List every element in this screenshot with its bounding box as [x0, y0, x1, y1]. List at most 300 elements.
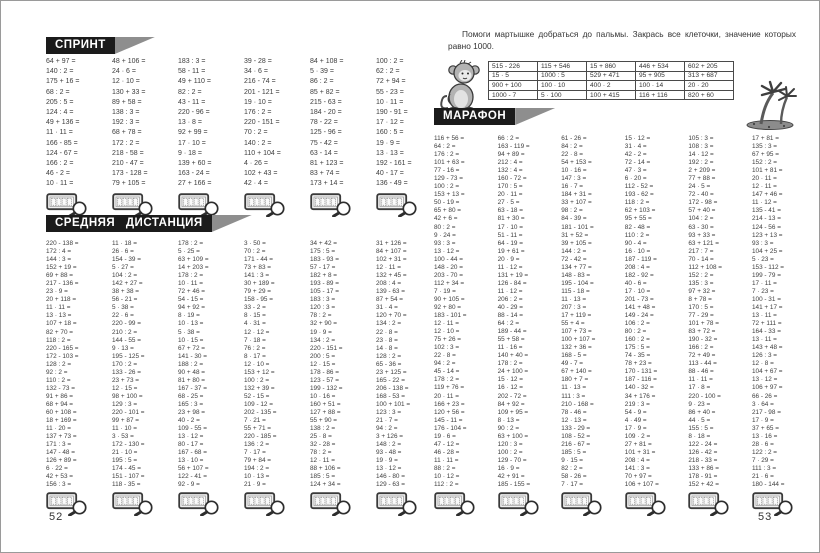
expression: 106 : 2 = [624, 320, 650, 328]
expression: 49 - 7 = [561, 360, 584, 368]
expression: 104 : 2 = [112, 272, 138, 280]
expression-list [376, 57, 412, 190]
table-cell[interactable]: 820 + 60 [685, 90, 734, 100]
expression: 141 : 3 = [624, 464, 650, 472]
expression: 187 - 116 = [624, 376, 657, 384]
expression: 13 · 10 = [178, 457, 204, 465]
expression: 140 : 2 = [244, 139, 272, 147]
expression: 72 - 40 = [688, 191, 714, 199]
expression: 87 + 54 = [376, 296, 404, 304]
expression: 23 · 8 = [376, 336, 398, 344]
expression: 21 · 6 = [751, 472, 774, 480]
section-title: МАРАФОН [434, 108, 515, 125]
expression-list [244, 57, 281, 190]
expression: 10 · 15 = [178, 336, 204, 344]
table-cell[interactable]: 529 + 471 [587, 71, 636, 81]
expression: 153 - 112 = [751, 263, 785, 271]
expression: 129 - 63 = [376, 481, 405, 489]
expression: 90 : 2 = [497, 424, 520, 432]
expression: 15 · 12 = [624, 135, 651, 142]
expression: 32 - 28 = [310, 441, 336, 449]
expression: 93 : 3 = [751, 239, 774, 247]
expression: 18 + 169 = [46, 417, 77, 425]
expression: 5 · 23 = [751, 255, 774, 263]
expression: 133 + 86 = [688, 464, 719, 472]
expression: 3 + 126 = [376, 433, 404, 441]
expression: 75 + 26 = [434, 336, 462, 344]
expression: 120 + 70 = [376, 312, 407, 320]
expression: 5 · 27 = [112, 264, 134, 272]
table-cell[interactable]: 115 + 546 [538, 62, 587, 72]
expression: 181 - 101 = [561, 223, 594, 231]
expression: 116 + 56 = [434, 135, 465, 142]
expression: 17 + 119 = [561, 312, 592, 320]
expression: 72 - 42 = [561, 255, 587, 263]
expression: 215 - 63 = [310, 98, 342, 106]
answer-box-magnifier-icon[interactable] [688, 492, 732, 516]
answer-box-magnifier-icon[interactable] [178, 492, 222, 516]
expression: 26 · 6 = [112, 248, 134, 256]
expression: 189 - 44 = [497, 328, 527, 336]
expression: 166 + 23 = [434, 400, 465, 408]
answer-box-magnifier-icon[interactable] [434, 492, 478, 516]
expression: 126 - 84 = [497, 279, 527, 287]
expression: 84 : 2 = [561, 143, 583, 151]
expression: 208 : 4 = [624, 263, 650, 271]
answer-box-magnifier-icon[interactable] [112, 193, 156, 217]
palm-trees-illustration [740, 80, 797, 130]
expression: 76 : 2 = [244, 344, 266, 352]
expression: 149 - 24 = [624, 312, 654, 320]
answer-box-magnifier-icon[interactable] [310, 492, 354, 516]
expression: 202 - 135 = [244, 408, 277, 416]
expression: 141 - 30 = [178, 352, 207, 360]
expression: 20 · 11 = [751, 175, 777, 183]
expression: 77 + 88 = [688, 175, 716, 183]
table-row [489, 71, 734, 81]
expression: 203 - 70 = [434, 271, 463, 279]
expression: 13 · 12 = [434, 247, 460, 255]
expression: 17 · 9 = [624, 424, 647, 432]
expression: 141 : 3 = [244, 272, 270, 280]
expression: 185 : 5 = [561, 448, 587, 456]
expression: 78 : 2 = [310, 312, 332, 320]
expression: 12 · 10 = [244, 360, 270, 368]
answer-box-magnifier-icon[interactable] [376, 492, 420, 516]
expression: 63 + 109 = [178, 256, 209, 264]
expression: 9 · 24 = [434, 231, 456, 239]
expression: 190 - 91 = [376, 109, 408, 117]
expression: 11 · 20 = [46, 425, 71, 433]
expression: 132 + 36 = [561, 344, 592, 352]
expression: 77 - 16 = [434, 167, 460, 175]
expression: 63 - 30 = [688, 223, 714, 231]
expression: 79 + 105 = [112, 180, 146, 188]
expression: 70 - 14 = [688, 255, 714, 263]
expression: 92 + 80 = [434, 303, 462, 311]
expression-list [625, 135, 659, 489]
expression: 140 + 40 = [497, 352, 529, 360]
exercise-column [310, 240, 354, 516]
table-cell[interactable]: 446 + 534 [636, 62, 685, 72]
expression: 17 · 8 = [688, 384, 711, 392]
expression: 24 · 5 = [688, 183, 711, 191]
middle-distance-grid [46, 240, 420, 516]
expression: 9 · 18 = [178, 149, 202, 157]
expression-list [178, 57, 211, 190]
expression: 124 : 4 = [46, 109, 74, 117]
expression-list [434, 135, 467, 489]
expression: 72 + 49 = [688, 352, 716, 360]
expression: 160 : 2 = [624, 336, 650, 344]
expression: 22 · 8 = [434, 352, 456, 360]
table-cell[interactable]: 400 · 2 [587, 81, 636, 91]
expression: 4 · 26 = [244, 160, 268, 168]
expression: 12 · 11 = [310, 457, 335, 465]
expression: 23 · 9 = [46, 288, 68, 296]
expression: 31 + 52 = [561, 231, 589, 239]
expression: 156 : 3 = [46, 481, 72, 489]
expression: 174 - 45 = [112, 465, 141, 473]
expression: 12 · 8 = [751, 360, 774, 368]
expression: 113 - 44 = [688, 360, 717, 368]
expression: 81 + 123 = [310, 160, 344, 168]
expression: 81 + 30 = [497, 215, 525, 223]
expression: 101 + 31 = [624, 448, 656, 456]
answer-box-magnifier-icon[interactable] [46, 193, 90, 217]
expression: 144 : 2 = [561, 247, 587, 255]
expression: 10 · 11 = [178, 280, 203, 288]
expression-list [46, 240, 79, 489]
expression: 10 · 13 = [244, 473, 270, 481]
expression: 171 - 44 = [244, 256, 273, 264]
expression: 175 : 5 = [310, 248, 336, 256]
expression: 125 - 96 = [310, 129, 342, 137]
expression: 65 - 36 = [376, 360, 402, 368]
expression: 42 - 2 = [624, 151, 647, 159]
expression: 217 - 136 = [46, 280, 79, 288]
exercise-column [498, 135, 542, 516]
expression: 135 : 3 = [688, 279, 714, 287]
expression: 9 · 15 = [561, 456, 584, 464]
marathon-grid [434, 135, 796, 516]
expression: 92 + 99 = [178, 129, 208, 137]
table-cell[interactable]: 515 - 226 [489, 62, 538, 72]
expression: 91 + 86 = [46, 392, 74, 400]
expression: 109 - 55 = [178, 425, 207, 433]
expression: 73 + 83 = [244, 264, 272, 272]
expression: 112 + 108 = [688, 263, 723, 271]
expression: 188 : 2 = [178, 360, 204, 368]
table-cell[interactable]: 100 · 14 [636, 81, 685, 91]
expression: 11 · 11 = [46, 304, 71, 312]
expression: 88 : 2 = [434, 464, 456, 472]
expression: 31 + 126 = [376, 240, 407, 247]
exercise-column [112, 57, 156, 217]
expression: 199 - 79 = [751, 271, 781, 279]
expression: 7 · 21 = [244, 417, 266, 425]
expression: 10 · 16 = [561, 167, 587, 175]
expression: 67 + 95 = [751, 151, 779, 159]
expression: 57 - 17 = [310, 264, 336, 272]
expression: 3 · 53 = [112, 433, 134, 441]
section-title: СПРИНТ [46, 37, 115, 54]
expression: 37 + 65 = [751, 424, 779, 432]
table-cell[interactable]: 100 + 415 [587, 90, 636, 100]
expression: 4 · 31 = [244, 320, 266, 328]
expression: 63 + 121 = [688, 239, 719, 247]
expression: 13 · 12 = [178, 433, 204, 441]
expression: 147 - 48 = [46, 449, 75, 457]
expression: 163 - 119 = [497, 143, 530, 151]
expression-list [688, 135, 722, 489]
expression: 31 · 4 = [624, 143, 647, 151]
expression: 67 + 140 = [561, 368, 592, 376]
expression: 208 : 4 = [624, 456, 650, 464]
exercise-column [625, 135, 669, 516]
expression: 82 : 2 = [561, 464, 583, 472]
expression: 139 - 63 = [376, 288, 405, 296]
expression: 115 - 18 = [561, 287, 590, 295]
expression: 124 - 67 = [46, 149, 78, 157]
expression: 17 · 9 = [751, 416, 774, 424]
section-banner-marathon [434, 108, 555, 125]
expression: 7 · 19 = [434, 287, 456, 295]
expression: 11 · 13 = [561, 384, 587, 392]
banner-tail-shape [212, 215, 252, 232]
expression: 107 + 73 = [561, 328, 592, 336]
expression: 98 + 100 = [112, 392, 143, 400]
answer-box-magnifier-icon[interactable] [376, 193, 420, 217]
expression: 22 · 8 = [561, 151, 584, 159]
expression: 182 + 8 = [310, 272, 338, 280]
expression: 11 · 12 = [497, 263, 523, 271]
answer-box-magnifier-icon[interactable] [178, 193, 222, 217]
expression: 10 · 16 = [310, 392, 336, 400]
table-cell[interactable]: 116 + 116 [636, 90, 685, 100]
expression: 93 : 3 = [434, 239, 456, 247]
expression: 106 + 107 = [624, 481, 659, 489]
expression: 132 + 45 = [376, 272, 407, 280]
table-cell[interactable]: 95 + 905 [636, 71, 685, 81]
expression: 64 : 2 = [497, 320, 520, 328]
expression: 101 + 63 = [434, 159, 465, 167]
expression: 144 - 55 = [112, 336, 141, 344]
expression: 176 - 104 = [434, 424, 467, 432]
expression: 88 - 46 = [688, 368, 714, 376]
expression: 108 : 3 = [688, 143, 714, 151]
expression: 83 + 74 = [310, 170, 340, 178]
expression: 218 - 33 = [688, 456, 718, 464]
expression: 82 : 2 = [178, 88, 202, 96]
page-number-right: 53 [758, 511, 773, 523]
expression: 210 : 2 = [112, 328, 138, 336]
expression: 88 - 14 = [497, 312, 523, 320]
expression: 218 - 58 = [112, 149, 144, 157]
exercise-column [310, 57, 354, 217]
expression: 172 - 98 = [688, 199, 718, 207]
expression: 171 : 3 = [46, 441, 72, 449]
exercise-column [688, 135, 732, 516]
expression: 23 + 73 = [112, 376, 140, 384]
table-cell[interactable]: 1000 - 7 [489, 90, 538, 100]
expression: 6 · 20 = [624, 175, 647, 183]
expression: 173 + 14 = [310, 180, 344, 188]
expression: 82 - 48 = [624, 223, 651, 231]
table-cell[interactable]: 602 + 205 [685, 62, 734, 72]
expression: 63 - 14 = [310, 149, 338, 157]
expression: 48 + 106 = [112, 58, 146, 65]
expression: 55 + 58 = [497, 336, 525, 344]
expression: 173 - 128 = [112, 170, 148, 178]
expression: 170 : 5 = [688, 303, 714, 311]
expression: 60 + 108 = [46, 408, 77, 416]
expression: 145 - 11 = [434, 416, 463, 424]
table-row [489, 90, 734, 100]
expression: 118 : 2 = [46, 336, 71, 344]
expression: 84 + 107 = [376, 248, 407, 256]
expression: 40 - 29 = [497, 303, 523, 311]
table-cell[interactable]: 15 · 5 [489, 71, 538, 81]
answer-box-magnifier-icon[interactable] [112, 492, 156, 516]
expression: 19 · 9 = [376, 457, 398, 465]
expression: 7 · 17 = [244, 449, 266, 457]
expression: 208 : 4 = [376, 280, 402, 288]
expression: 72 + 94 = [376, 78, 406, 86]
table-cell[interactable]: 5 · 100 [538, 90, 587, 100]
expression: 163 - 24 = [178, 170, 210, 178]
table-cell[interactable]: 20 · 20 [685, 81, 734, 91]
section-title: СРЕДНЯЯ ДИСТАНЦИЯ [46, 215, 212, 232]
expression: 13 · 13 = [46, 312, 72, 320]
expression: 24 + 100 = [497, 368, 529, 376]
expression: 8 · 19 = [178, 312, 200, 320]
expression: 20 · 9 = [497, 255, 520, 263]
answer-box-magnifier-icon[interactable] [310, 193, 354, 217]
expression: 185 : 5 = [310, 473, 336, 481]
expression: 124 + 34 = [310, 481, 341, 489]
table-cell[interactable]: 313 + 687 [685, 71, 734, 81]
expression: 167 - 37 = [178, 384, 207, 392]
table-cell[interactable]: 1000 : 5 [538, 71, 587, 81]
expression: 42 + 91 = [497, 472, 525, 480]
expression: 80 : 2 = [434, 223, 456, 231]
expression: 34 + 176 = [624, 392, 656, 400]
expression: 111 : 3 = [751, 464, 777, 472]
table-cell[interactable]: 900 + 100 [489, 81, 538, 91]
expression: 51 - 11 = [497, 231, 523, 239]
expression: 100 - 31 = [751, 295, 781, 303]
expression: 16 · 7 = [561, 183, 584, 191]
expression: 109 + 95 = [497, 408, 529, 416]
expression: 64 + 97 = [46, 58, 76, 65]
expression: 104 + 25 = [751, 247, 783, 255]
expression: 7 · 17 = [561, 481, 584, 489]
expression: 90 + 105 = [434, 295, 465, 303]
expression: 120 : 3 = [497, 440, 523, 448]
expression: 11 · 16 = [497, 344, 523, 352]
expression: 122 : 2 = [751, 448, 778, 456]
expression: 64 - 19 = [497, 239, 523, 247]
expression: 14 · 12 = [688, 151, 714, 159]
expression: 17 · 11 = [751, 279, 777, 287]
exercise-column [376, 240, 420, 516]
expression: 23 + 125 = [376, 368, 407, 376]
expression: 16 · 9 = [497, 464, 520, 472]
answer-box-magnifier-icon[interactable] [244, 193, 288, 217]
expression: 94 : 2 = [376, 425, 398, 433]
expression: 33 - 2 = [244, 304, 266, 312]
expression: 13 · 11 = [751, 312, 777, 320]
table-cell[interactable]: 15 + 860 [587, 62, 636, 72]
expression: 10 · 12 = [434, 472, 460, 480]
expression: 97 + 32 = [688, 287, 716, 295]
expression: 165 : 3 = [178, 400, 204, 408]
expression-list [498, 135, 531, 489]
expression: 101 + 81 = [751, 167, 783, 175]
expression: 19 · 9 = [310, 328, 332, 336]
expression: 6 · 22 = [46, 465, 68, 473]
expression: 216 - 74 = [244, 78, 276, 86]
expression: 21 · 7 = [376, 417, 398, 425]
expression: 178 : 2 = [178, 272, 204, 280]
expression: 24 · 6 = [112, 68, 136, 76]
expression: 5 · 38 = [178, 328, 200, 336]
answer-box-magnifier-icon[interactable] [498, 492, 542, 516]
expression-list [112, 240, 145, 489]
expression: 94 + 89 = [497, 151, 525, 159]
expression: 14 + 203 = [178, 264, 209, 272]
expression: 165 - 22 = [376, 376, 405, 384]
expression: 72 + 111 = [751, 320, 782, 328]
expression: 105 : 3 = [688, 135, 714, 142]
expression: 88 + 106 = [310, 465, 341, 473]
expression: 172 - 103 = [46, 352, 79, 360]
table-cell[interactable]: 100 · 10 [538, 81, 587, 91]
answer-box-magnifier-icon[interactable] [625, 492, 669, 516]
expression: 20 + 118 = [46, 296, 77, 304]
expression: 21 · 10 = [112, 449, 138, 457]
expression: 138 : 3 = [112, 109, 140, 117]
expression: 110 : 2 = [624, 231, 650, 239]
answer-box-magnifier-icon[interactable] [561, 492, 605, 516]
expression: 66 - 26 = [751, 392, 778, 400]
expression: 90 + 48 = [178, 368, 206, 376]
expression: 192 : 2 = [688, 159, 714, 167]
expression: 183 : 3 = [178, 58, 206, 65]
expression: 54 + 153 = [561, 159, 592, 167]
expression: 180 - 144 = [751, 481, 785, 489]
expression: 130 + 33 = [112, 88, 146, 96]
expression: 134 + 77 = [561, 263, 592, 271]
expression: 132 - 73 = [46, 384, 75, 392]
expression: 195 - 125 = [112, 352, 145, 360]
expression: 67 + 72 = [178, 344, 206, 352]
expression: 219 : 3 = [624, 400, 650, 408]
expression: 10 · 13 = [178, 320, 204, 328]
expression: 123 - 57 = [310, 376, 339, 384]
expression: 166 : 2 = [688, 344, 714, 352]
expression: 40 - 17 = [376, 170, 404, 178]
expression: 20 · 11 = [497, 191, 523, 199]
answer-box-magnifier-icon[interactable] [244, 492, 288, 516]
expression: 12 · 15 = [112, 384, 138, 392]
expression: 11 · 13 = [561, 295, 587, 303]
expression: 212 : 4 = [497, 159, 523, 167]
expression: 86 : 2 = [310, 78, 334, 86]
expression: 44 · 5 = [688, 416, 711, 424]
expression: 206 : 2 = [497, 295, 523, 303]
